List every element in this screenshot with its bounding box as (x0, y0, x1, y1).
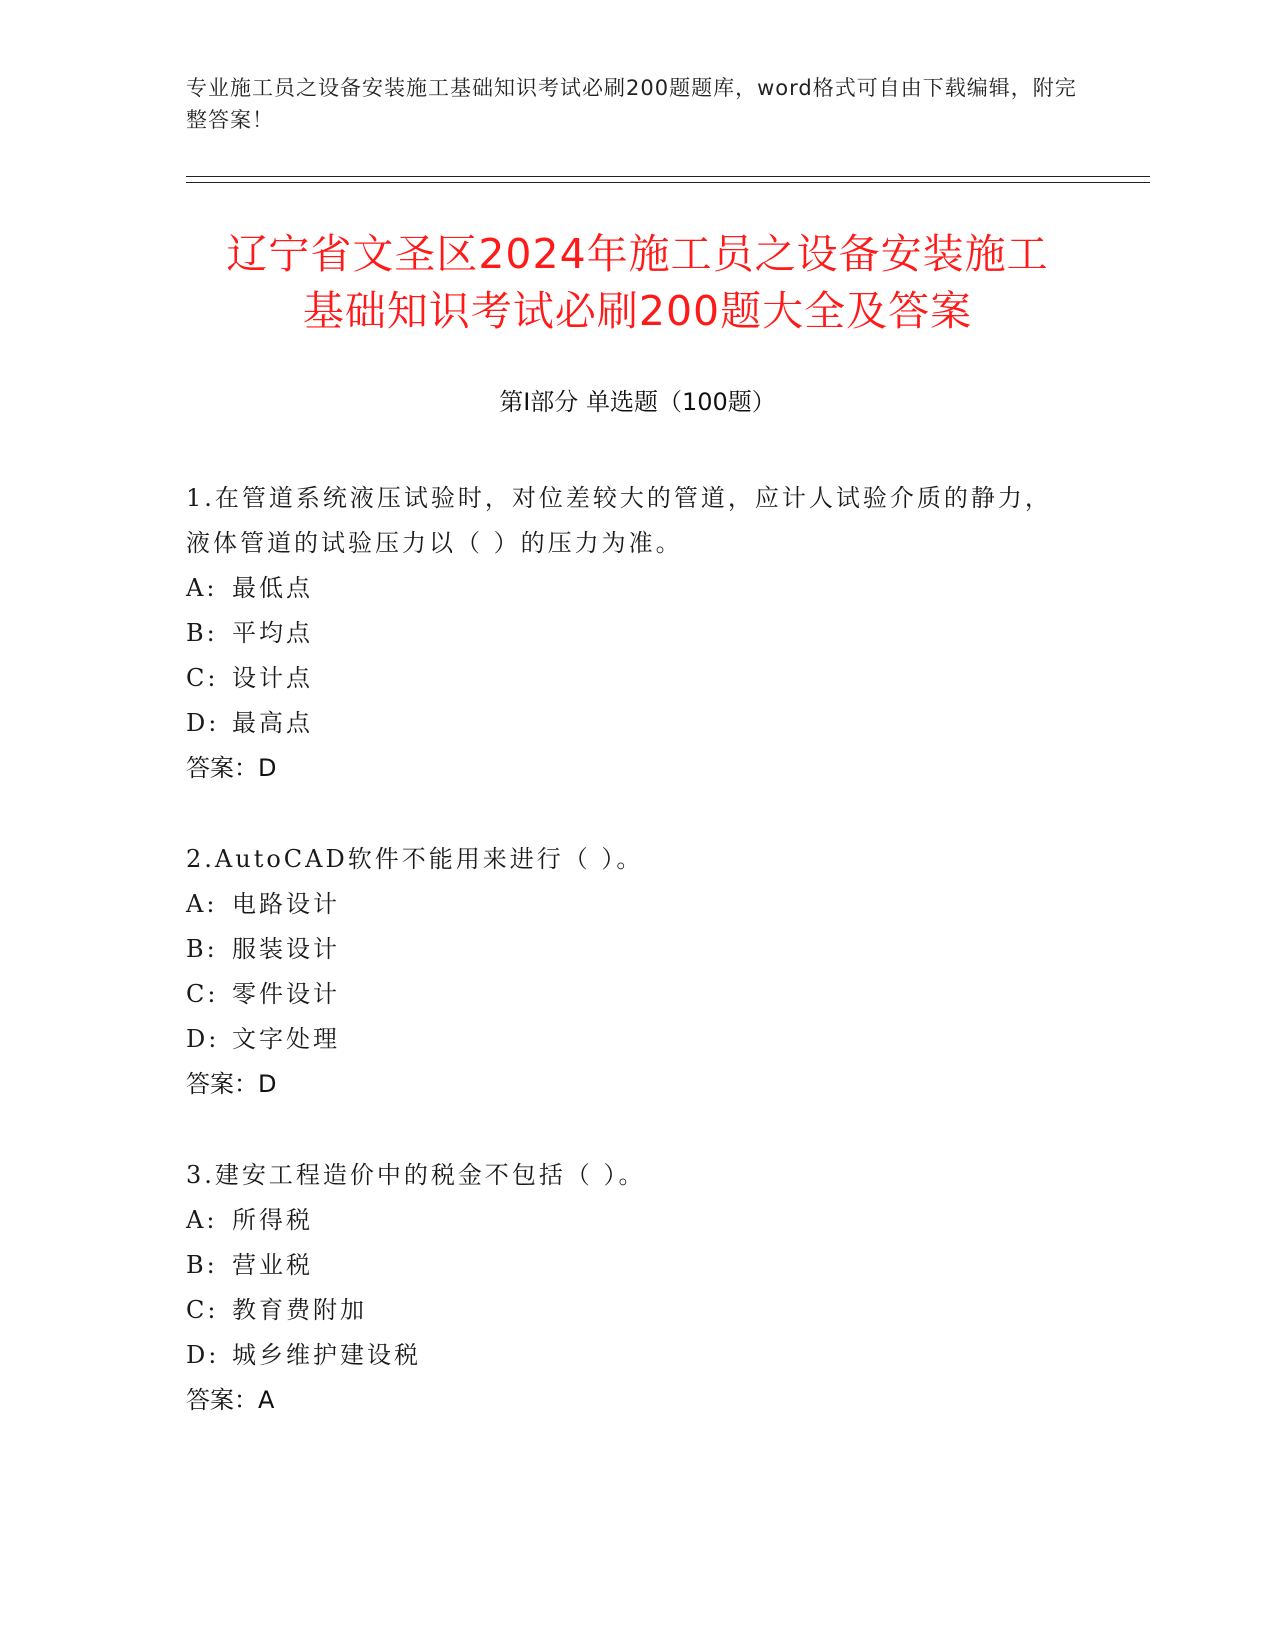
option-key: B: (186, 1251, 218, 1279)
document-title-line-1: 辽宁省文圣区2024年施工员之设备安装施工 (226, 230, 1049, 278)
option-text: 电路设计 (232, 890, 340, 918)
option-key: D: (186, 709, 220, 737)
option-key: A: (186, 890, 218, 918)
document-title (150, 226, 1125, 340)
header-note: 专业施工员之设备安装施工基础知识考试必刷200题题库，word格式可自由下载编辑，附完整答案！ (186, 76, 1077, 132)
option-key: B: (186, 935, 218, 963)
answer: 答案：D (186, 1070, 277, 1098)
header-divider-top (186, 176, 1150, 177)
option-b (186, 611, 1066, 656)
option-c (186, 656, 1066, 701)
question-item (186, 476, 1066, 791)
option-text: 教育费附加 (232, 1296, 367, 1324)
question-stem: 2.AutoCAD软件不能用来进行（ ）。 (186, 845, 644, 873)
option-key: B: (186, 619, 218, 647)
option-key: A: (186, 574, 218, 602)
option-text: 最高点 (232, 709, 313, 737)
section-title: 第I部分 单选题（100题） (499, 388, 776, 416)
option-d (186, 701, 1066, 746)
option-d (186, 1333, 1066, 1378)
header-divider-bottom (186, 182, 1150, 183)
option-key: D: (186, 1025, 220, 1053)
option-c (186, 972, 1066, 1017)
question-stem: 1.在管道系统液压试验时，对位差较大的管道，应计人试验介质的静力，液体管道的试验压力以（ ）的压力为准。 (186, 484, 1052, 557)
option-text: 文字处理 (232, 1025, 340, 1053)
question-item (186, 1153, 1066, 1423)
option-key: C: (186, 664, 219, 692)
document-title-line-2: 基础知识考试必刷200题大全及答案 (302, 287, 973, 335)
option-key: C: (186, 1296, 219, 1324)
option-text: 城乡维护建设税 (232, 1341, 421, 1369)
question-item (186, 837, 1066, 1107)
answer: 答案：D (186, 754, 277, 782)
answer: 答案：A (186, 1386, 275, 1414)
option-b (186, 1243, 1066, 1288)
option-text: 所得税 (232, 1206, 313, 1234)
option-key: C: (186, 980, 219, 1008)
option-text: 平均点 (232, 619, 313, 647)
option-c (186, 1288, 1066, 1333)
option-key: A: (186, 1206, 218, 1234)
option-a (186, 566, 1066, 611)
option-text: 零件设计 (232, 980, 340, 1008)
option-d (186, 1017, 1066, 1062)
option-text: 设计点 (232, 664, 313, 692)
option-text: 服装设计 (232, 935, 340, 963)
option-b (186, 927, 1066, 972)
option-a (186, 882, 1066, 927)
option-text: 营业税 (232, 1251, 313, 1279)
option-a (186, 1198, 1066, 1243)
question-list (186, 476, 1066, 1469)
option-key: D: (186, 1341, 220, 1369)
option-text: 最低点 (232, 574, 313, 602)
question-stem: 3.建安工程造价中的税金不包括（ ）。 (186, 1161, 646, 1189)
